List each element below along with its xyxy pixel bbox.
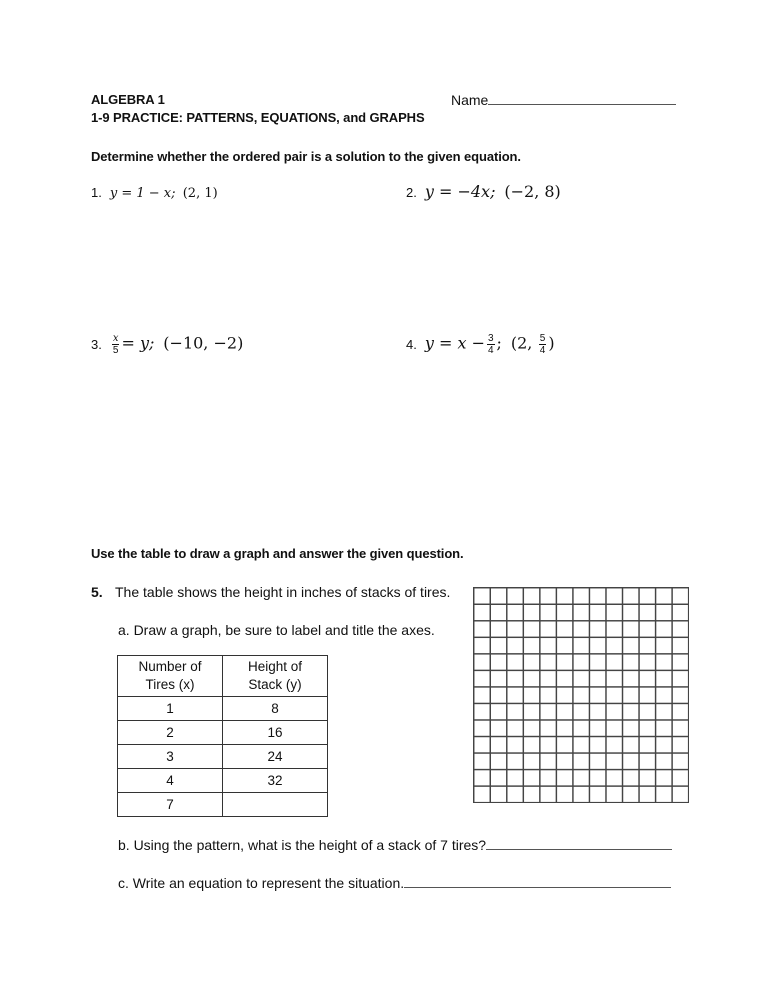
table-header-row	[118, 656, 328, 697]
header-line: Number of	[138, 659, 202, 674]
cell-y: 8	[223, 697, 328, 721]
cell-x: 7	[118, 793, 223, 817]
problem-2	[406, 182, 561, 202]
header-height-of-stack	[223, 656, 328, 697]
worksheet-title: 1-9 PRACTICE: PATTERNS, EQUATIONS, and GRAPHS	[91, 110, 425, 125]
problem-3	[91, 333, 243, 356]
cell-x: 3	[118, 745, 223, 769]
graph-grid[interactable]	[473, 587, 689, 803]
ordered-pair: (2, 1)	[182, 186, 218, 201]
part-b	[118, 836, 672, 853]
equation: y = −4x;	[424, 182, 496, 201]
section2-instruction: Use the table to draw a graph and answer the given question.	[91, 546, 464, 561]
problem-4	[406, 333, 555, 356]
problem-number: 5.	[91, 584, 103, 600]
pair-fraction: $\frac{5}{4}$	[539, 333, 546, 356]
part-c-answer-line[interactable]	[404, 874, 671, 888]
ordered-pair: (−10, −2)	[163, 333, 244, 353]
cell-x: 1	[118, 697, 223, 721]
ordered-pair-lead: (2,	[510, 333, 533, 353]
table-row	[118, 697, 328, 721]
problem-number: 2.	[406, 185, 417, 200]
part-b-answer-line[interactable]	[486, 836, 672, 850]
semicolon: ;	[496, 333, 502, 353]
cell-y: 32	[223, 769, 328, 793]
cell-x: 2	[118, 721, 223, 745]
header-line: Height of	[247, 659, 303, 674]
equation: y = 1 − x;	[109, 186, 176, 201]
problem-5-text: The table shows the height in inches of stacks of tires.	[115, 584, 451, 600]
cell-y: 24	[223, 745, 328, 769]
problem-number: 1.	[91, 185, 102, 200]
name-label: Name	[451, 92, 489, 108]
part-a: a. Draw a graph, be sure to label and title the axes.	[118, 622, 435, 638]
header-number-of-tires	[118, 656, 223, 697]
fraction: $\frac{x}{5}$	[112, 333, 119, 356]
equation-rest: = y;	[121, 333, 155, 353]
ordered-pair: (−2, 8)	[504, 182, 561, 201]
problem-number: 3.	[91, 336, 102, 352]
name-blank-line[interactable]	[488, 91, 676, 105]
table-row	[118, 721, 328, 745]
header-line: Tires (x)	[145, 677, 195, 692]
part-c	[118, 874, 671, 891]
table-row	[118, 769, 328, 793]
name-field	[451, 91, 676, 108]
cell-y: 16	[223, 721, 328, 745]
section1-instruction: Determine whether the ordered pair is a solution to the given equation.	[91, 149, 521, 164]
header-line: Stack (y)	[248, 677, 302, 692]
equation-lead: y = x −	[424, 333, 485, 353]
problem-number: 4.	[406, 336, 417, 352]
table-row	[118, 793, 328, 817]
problem-1	[91, 185, 218, 201]
table-row	[118, 745, 328, 769]
tires-table	[117, 655, 328, 817]
ordered-pair-close: )	[548, 333, 555, 353]
course-title: ALGEBRA 1	[91, 92, 165, 107]
part-c-text: c. Write an equation to represent the situation.	[118, 875, 405, 891]
problem-5	[91, 584, 450, 600]
part-b-text: b. Using the pattern, what is the height of a stack of 7 tires?	[118, 837, 487, 853]
cell-y-blank[interactable]	[223, 793, 328, 817]
fraction: $\frac{3}{4}$	[487, 333, 494, 356]
cell-x: 4	[118, 769, 223, 793]
